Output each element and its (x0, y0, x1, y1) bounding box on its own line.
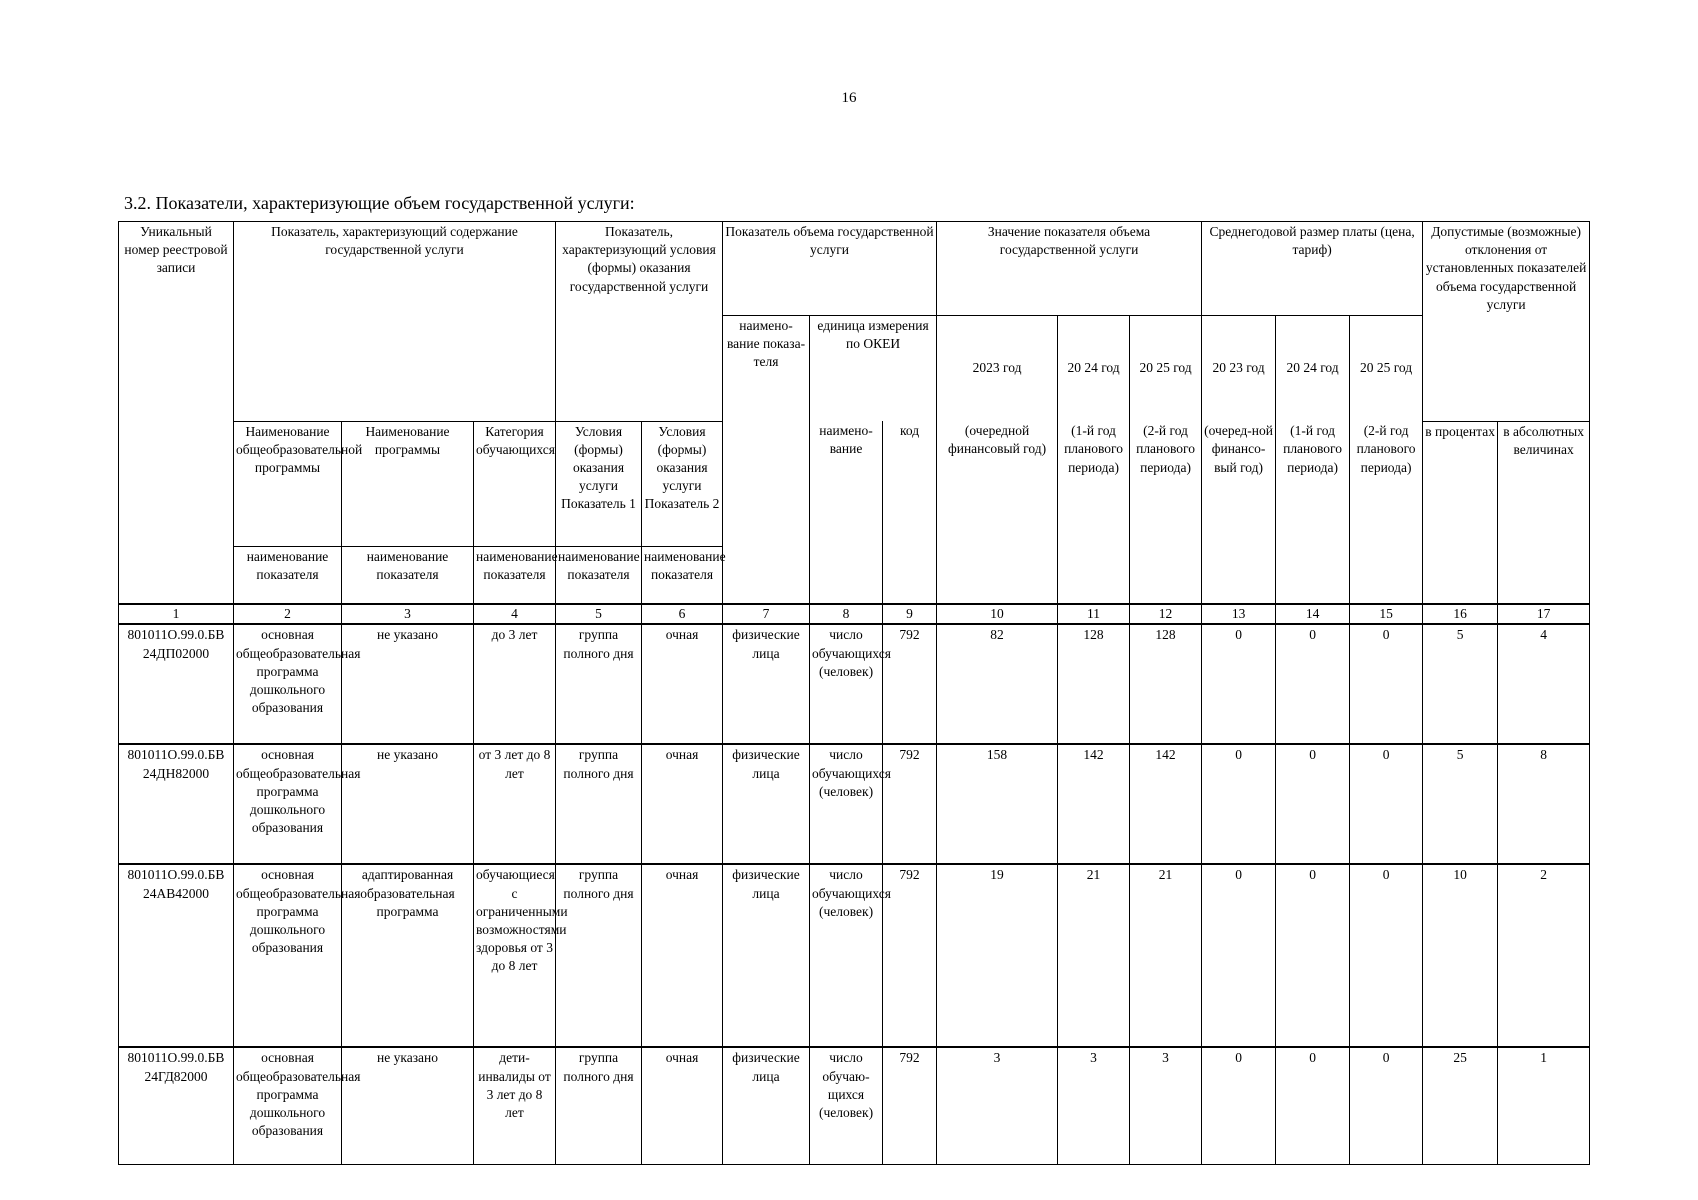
cell-code: 792 (883, 744, 937, 864)
header-fee-2024: 20 24 год (1276, 315, 1350, 421)
col-number: 3 (342, 604, 474, 624)
header-deviations-cont (1423, 315, 1590, 421)
cell-v2024: 21 (1058, 864, 1130, 1047)
header-plan2: (2-й год планового периода) (1130, 421, 1202, 604)
section-title: 3.2. Показатели, характеризующие объем государственной услуги: (124, 193, 635, 213)
cell-v2023: 82 (937, 624, 1058, 744)
cell-f2024: 0 (1276, 744, 1350, 864)
cell-f2025: 0 (1350, 1047, 1423, 1164)
header-plan1: (1-й год планового периода) (1058, 421, 1130, 604)
cell-program: не указано (342, 1047, 474, 1164)
cell-v2025: 3 (1130, 1047, 1202, 1164)
cell-v2025: 142 (1130, 744, 1202, 864)
cell-f2023: 0 (1202, 624, 1276, 744)
cell-code: 792 (883, 1047, 937, 1164)
header-year-2024: 20 24 год (1058, 315, 1130, 421)
cell-cond1: группа полного дня (556, 744, 642, 864)
cell-dev-abs: 2 (1498, 864, 1590, 1047)
header-sub-cond2: Условия (формы) оказания услуги Показатель 2 (642, 421, 723, 546)
cell-v2024: 3 (1058, 1047, 1130, 1164)
col-number: 4 (474, 604, 556, 624)
cell-cond2: очная (642, 624, 723, 744)
header-year-2023: 2023 год (937, 315, 1058, 421)
header-name-ind-b: наименование показателя (342, 546, 474, 604)
cell-id: 801011О.99.0.БВ 24ДП02000 (119, 624, 234, 744)
cell-program-name: основная общеобразовательная программа дошкольного образования (234, 744, 342, 864)
cell-program-name: основная общеобразовательная программа дошкольного образования (234, 864, 342, 1047)
cell-program: не указано (342, 744, 474, 864)
cell-cond1: группа полного дня (556, 624, 642, 744)
cell-dev-pct: 25 (1423, 1047, 1498, 1164)
cell-cond2: очная (642, 744, 723, 864)
cell-v2023: 158 (937, 744, 1058, 864)
header-name-ind-e: наименование показателя (642, 546, 723, 604)
col-number: 8 (810, 604, 883, 624)
header-indicator-name: наимено-вание показа-теля (723, 315, 810, 604)
cell-category: обучающиеся с ограниченными возможностями здоровья от 3 до 8 лет (474, 864, 556, 1047)
cell-id: 801011О.99.0.БВ 24ДН82000 (119, 744, 234, 864)
header-fee-next: (очеред-ной финансо-вый год) (1202, 421, 1276, 604)
cell-program-name: основная общеобразовательная программа дошкольного образования (234, 1047, 342, 1164)
cell-unit: число обучающихся (человек) (810, 864, 883, 1047)
cell-dev-abs: 8 (1498, 744, 1590, 864)
cell-f2025: 0 (1350, 744, 1423, 864)
table-row (119, 624, 1590, 744)
header-next-fin-year: (очередной финансовый год) (937, 421, 1058, 604)
cell-f2025: 0 (1350, 864, 1423, 1047)
header-unit: единица измерения по ОКЕИ (810, 315, 937, 421)
header-sub-cond1: Условия (формы) оказания услуги Показатель 1 (556, 421, 642, 546)
cell-unit: число обучающихся (человек) (810, 624, 883, 744)
cell-v2023: 3 (937, 1047, 1058, 1164)
header-name-ind-a: наименование показателя (234, 546, 342, 604)
cell-code: 792 (883, 624, 937, 744)
cell-dev-abs: 1 (1498, 1047, 1590, 1164)
cell-indicator: физические лица (723, 624, 810, 744)
cell-f2023: 0 (1202, 864, 1276, 1047)
cell-indicator: физические лица (723, 1047, 810, 1164)
cell-f2023: 0 (1202, 1047, 1276, 1164)
cell-v2024: 128 (1058, 624, 1130, 744)
table-row (119, 864, 1590, 1047)
col-number: 2 (234, 604, 342, 624)
page-number: 16 (841, 90, 857, 106)
cell-program-name: основная общеобразовательная программа дошкольного образования (234, 624, 342, 744)
cell-id: 801011О.99.0.БВ 24ГД82000 (119, 1047, 234, 1164)
col-number: 9 (883, 604, 937, 624)
cell-cond1: группа полного дня (556, 1047, 642, 1164)
header-sub-program: Наименование программы (342, 421, 474, 546)
header-avg-fee: Среднегодовой размер платы (цена, тариф) (1202, 222, 1423, 316)
cell-dev-abs: 4 (1498, 624, 1590, 744)
cell-f2024: 0 (1276, 624, 1350, 744)
header-unit-code: код (883, 421, 937, 604)
header-in-absolute: в абсолютных величинах (1498, 421, 1590, 604)
header-content-indicator: Показатель, характеризующий содержание государственной услуги (234, 222, 556, 422)
col-number: 16 (1423, 604, 1498, 624)
column-numbers-row (119, 604, 1590, 624)
cell-unit: число обучаю-щихся (человек) (810, 1047, 883, 1164)
header-deviations: Допустимые (возможные) отклонения от установленных показателей объема государственной услуги (1423, 222, 1590, 316)
header-sub-program-name: Наименование общеобразовательной программы (234, 421, 342, 546)
cell-cond2: очная (642, 864, 723, 1047)
header-sub-category: Категория обучающихся (474, 421, 556, 546)
cell-cond2: очная (642, 1047, 723, 1164)
header-name-ind-c: наименование показателя (474, 546, 556, 604)
cell-cond1: группа полного дня (556, 864, 642, 1047)
header-name-ind-d: наименование показателя (556, 546, 642, 604)
header-fee-plan1: (1-й год планового периода) (1276, 421, 1350, 604)
header-volume-value: Значение показателя объема государственной услуги (937, 222, 1202, 316)
header-unique-number: Уникальный номер реестровой записи (119, 222, 234, 605)
cell-v2025: 128 (1130, 624, 1202, 744)
header-conditions-indicator: Показатель, характеризующий условия (формы) оказания государственной услуги (556, 222, 723, 422)
cell-dev-pct: 10 (1423, 864, 1498, 1047)
header-in-percent: в процентах (1423, 421, 1498, 604)
cell-category: от 3 лет до 8 лет (474, 744, 556, 864)
cell-category: дети-инвалиды от 3 лет до 8 лет (474, 1047, 556, 1164)
cell-indicator: физические лица (723, 864, 810, 1047)
col-number: 13 (1202, 604, 1276, 624)
table-row (119, 744, 1590, 864)
cell-v2024: 142 (1058, 744, 1130, 864)
col-number: 1 (119, 604, 234, 624)
cell-f2025: 0 (1350, 624, 1423, 744)
col-number: 5 (556, 604, 642, 624)
header-year-2025: 20 25 год (1130, 315, 1202, 421)
cell-f2024: 0 (1276, 864, 1350, 1047)
cell-dev-pct: 5 (1423, 624, 1498, 744)
col-number: 7 (723, 604, 810, 624)
cell-code: 792 (883, 864, 937, 1047)
cell-v2023: 19 (937, 864, 1058, 1047)
col-number: 12 (1130, 604, 1202, 624)
col-number: 10 (937, 604, 1058, 624)
cell-program: адаптированная образовательная программа (342, 864, 474, 1047)
header-volume-indicator: Показатель объема государственной услуги (723, 222, 937, 316)
volume-indicators-table (118, 221, 1590, 1165)
header-row-1 (119, 222, 1590, 316)
header-unit-name: наимено-вание (810, 421, 883, 604)
header-fee-2025: 20 25 год (1350, 315, 1423, 421)
cell-indicator: физические лица (723, 744, 810, 864)
cell-dev-pct: 5 (1423, 744, 1498, 864)
cell-id: 801011О.99.0.БВ 24АВ42000 (119, 864, 234, 1047)
cell-f2023: 0 (1202, 744, 1276, 864)
cell-program: не указано (342, 624, 474, 744)
cell-category: до 3 лет (474, 624, 556, 744)
col-number: 14 (1276, 604, 1350, 624)
cell-f2024: 0 (1276, 1047, 1350, 1164)
cell-unit: число обучающихся (человек) (810, 744, 883, 864)
col-number: 15 (1350, 604, 1423, 624)
col-number: 11 (1058, 604, 1130, 624)
header-fee-plan2: (2-й год планового периода) (1350, 421, 1423, 604)
col-number: 6 (642, 604, 723, 624)
header-fee-2023: 20 23 год (1202, 315, 1276, 421)
cell-v2025: 21 (1130, 864, 1202, 1047)
header-row-3 (119, 421, 1590, 546)
col-number: 17 (1498, 604, 1590, 624)
table-row (119, 1047, 1590, 1164)
